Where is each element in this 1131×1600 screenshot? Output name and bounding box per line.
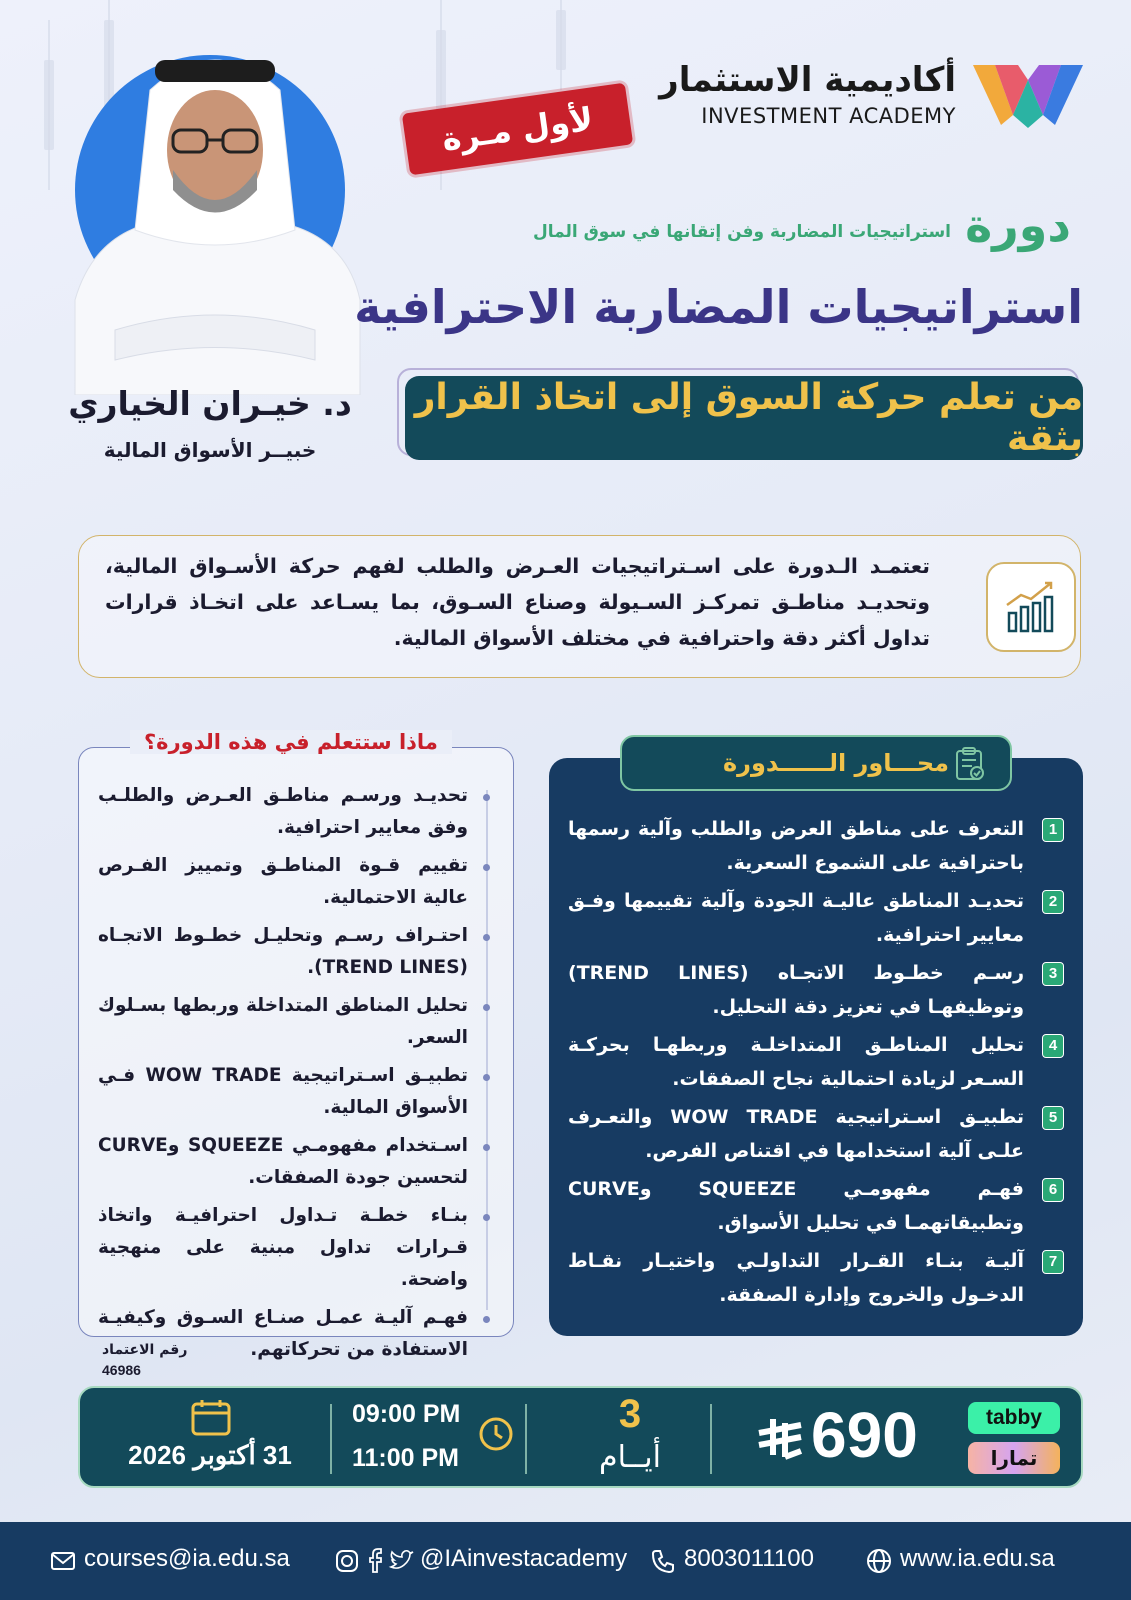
- footer-social-handle[interactable]: @IAinvestacademy: [420, 1545, 628, 1572]
- clipboard-icon: [950, 745, 988, 783]
- axis-text: تحديـد المناطق عاليـة الجودة وآلية تقييمها وفـق معايير احترافية.: [568, 890, 1024, 946]
- axis-number: 3: [1042, 962, 1064, 986]
- days-label: أيــام: [599, 1440, 661, 1475]
- axis-item: [568, 1100, 1066, 1168]
- course-title: استراتيجيات المضاربة الاحترافية: [354, 280, 1083, 334]
- list-item: اسـتخدام مفهومـي SQUEEZE وCURVE لتحسين جودة الصفقات.: [98, 1130, 498, 1194]
- list-item: فهـم آليـة عمـل صنـاع السـوق وكيفيـة الاستفادة من تحركاتهم.: [98, 1302, 498, 1366]
- axis-number: 6: [1042, 1178, 1064, 1202]
- riyal-symbol-icon: [755, 1417, 805, 1463]
- growth-chart-icon: [986, 562, 1076, 652]
- list-item: تحليل المناطق المتداخلة وربطها بسـلوك السعر.: [98, 990, 498, 1054]
- list-item: تطبيـق اسـتراتيجية WOW TRADE فـي الأسواق المالية.: [98, 1060, 498, 1124]
- first-time-badge: لأول مـرة: [402, 83, 633, 176]
- email-icon: [50, 1548, 76, 1574]
- axes-list: [568, 812, 1066, 1316]
- brand-name-arabic: أكاديمية الاستثمار: [659, 60, 956, 100]
- course-date: 31 أكتوبر 2026: [128, 1440, 292, 1470]
- twitter-icon[interactable]: [388, 1548, 414, 1574]
- calendar-icon: [190, 1398, 232, 1438]
- axis-item: [568, 812, 1066, 880]
- learn-title: ماذا ستتعلم في هذه الدورة؟: [130, 730, 452, 754]
- brand-name-english: INVESTMENT ACADEMY: [701, 104, 956, 128]
- days-count: 3: [618, 1392, 642, 1436]
- axis-item: [568, 956, 1066, 1024]
- axis-text: التعرف على مناطق العرض والطلب وآلية رسمها باحترافية على الشموع السعرية.: [568, 818, 1024, 874]
- tagline-box: [405, 376, 1083, 460]
- info-divider: [525, 1404, 527, 1474]
- globe-icon: [866, 1548, 892, 1574]
- facebook-icon[interactable]: [362, 1548, 388, 1574]
- tabby-badge: tabby: [968, 1402, 1060, 1434]
- axis-text: تطبيـق اسـتراتيجية WOW TRADE والتعـرف علـى آلية استخدامها في اقتناص الفرص.: [568, 1106, 1024, 1162]
- axis-number: 4: [1042, 1034, 1064, 1058]
- speaker-portrait: [55, 30, 375, 395]
- course-price: [755, 1398, 918, 1472]
- axis-number: 7: [1042, 1250, 1064, 1274]
- axis-item: [568, 884, 1066, 952]
- tamara-badge: تمارا: [968, 1442, 1060, 1474]
- axis-text: آليـة بنـاء القـرار التداولـي واختيـار نقـاط الدخـول والخروج وإدارة الصفقة.: [568, 1250, 1024, 1306]
- axis-text: رسـم خطـوط الاتجـاه (TREND LINES) وتوظيفهـا في تعزيز دقة التحليل.: [568, 962, 1025, 1018]
- clock-icon: [478, 1416, 514, 1452]
- list-item: تقييم قـوة المناطـق وتمييز الفـرص عالية الاحتمالية.: [98, 850, 498, 914]
- footer-website[interactable]: www.ia.edu.sa: [900, 1545, 1055, 1572]
- course-subtitle: استراتيجيات المضاربة وفن إتقانها في سوق المال: [532, 222, 951, 242]
- axis-number: 1: [1042, 818, 1064, 842]
- info-divider: [330, 1404, 332, 1474]
- accreditation-number: 46986: [102, 1362, 141, 1378]
- speaker-name: د. خيـران الخياري: [68, 384, 352, 423]
- speaker-title: خبيــر الأسواق المالية: [103, 438, 317, 462]
- axis-item: [568, 1244, 1066, 1312]
- info-divider: [710, 1404, 712, 1474]
- axes-title: محـــاور الــــــدورة: [722, 749, 950, 777]
- axes-header: [620, 735, 1012, 791]
- accreditation-label: رقم الاعتماد: [102, 1342, 188, 1358]
- footer-email[interactable]: courses@ia.edu.sa: [84, 1545, 290, 1572]
- price-value: 690: [811, 1399, 918, 1471]
- learn-list: [98, 780, 498, 1372]
- course-description: تعتمـد الـدورة على اسـتراتيجيات العـرض والطلب لفهم حركة الأسـواق المالية، وتحديـد مناطـق تمركـز السـيولة وصناع السـوق، بما يسـاعد على اتخـاذ قرارات تداول أكثر دقة واحترافية في مختلف الأسواق المالية.: [105, 554, 930, 650]
- footer-phone[interactable]: 8003011100: [684, 1545, 814, 1572]
- course-label: دورة: [965, 198, 1071, 252]
- axis-item: [568, 1172, 1066, 1240]
- start-time: 09:00 PM: [352, 1400, 461, 1428]
- phone-icon: [650, 1548, 676, 1574]
- axis-text: فهـم مفهومـي SQUEEZE وCURVE وتطبيقاتهمـا في تحليل الأسواق.: [568, 1178, 1024, 1234]
- list-item: تحديـد ورسـم مناطـق العـرض والطلـب وفق معايير احترافية.: [98, 780, 498, 844]
- axis-number: 2: [1042, 890, 1064, 914]
- end-time: 11:00 PM: [352, 1444, 460, 1472]
- academy-logo-icon: [973, 60, 1083, 130]
- axis-number: 5: [1042, 1106, 1064, 1130]
- course-tagline: من تعلم حركة السوق إلى اتخاذ القرار بثقة: [414, 377, 1083, 459]
- list-item: بنـاء خطـة تـداول احترافيـة واتخاذ قـرارات تداول مبنية على منهجية واضحة.: [98, 1200, 498, 1296]
- axis-text: تحليل المناطـق المتداخلـة وربطهـا بحركـة السـعر لزيادة احتمالية نجاح الصفقات.: [568, 1034, 1024, 1090]
- list-item: احتـراف رسـم وتحليـل خطـوط الاتجـاه (TREND LINES).: [98, 920, 498, 984]
- axis-item: [568, 1028, 1066, 1096]
- instagram-icon[interactable]: [334, 1548, 360, 1574]
